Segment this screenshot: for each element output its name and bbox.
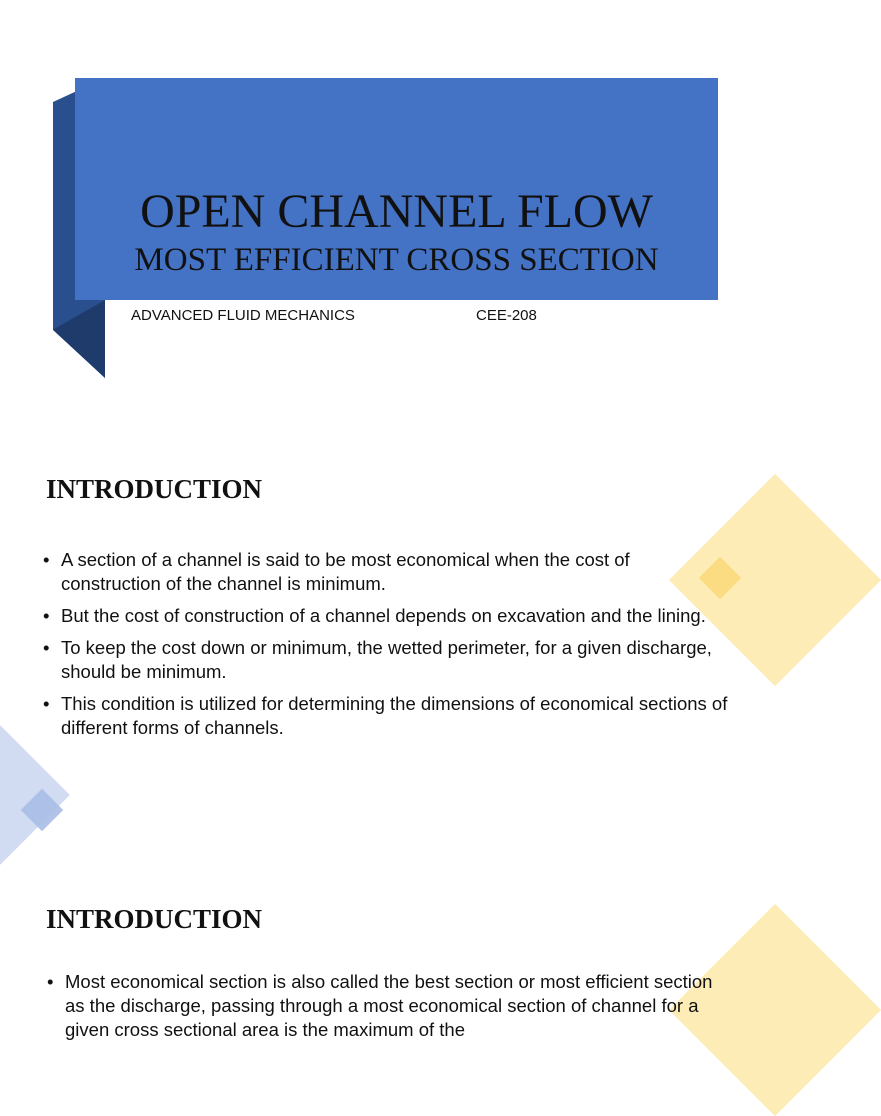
bullet-text: But the cost of construction of a channel depends on excavation and the lining. [61,605,706,626]
bullet-item [43,548,733,596]
bullet-icon: • [43,605,50,626]
bullet-text: This condition is utilized for determining the dimensions of economical sections of different forms of channels. [61,693,728,738]
intro-slide-2 [0,860,768,1040]
bullet-list [43,548,733,748]
bullet-icon: • [43,693,50,714]
section-heading: INTRODUCTION [46,474,263,504]
section-heading: INTRODUCTION [46,904,263,934]
intro-slide-1 [0,410,768,860]
bullet-item [43,604,733,628]
course-code: CEE-208 [476,307,537,324]
course-name: ADVANCED FLUID MECHANICS [131,307,355,324]
bullet-item [43,636,733,684]
bullet-icon: • [43,549,50,570]
bullet-list [47,970,737,1050]
bullet-text: Most economical section is also called the best section or most efficient section as the discharge, passing through a most economical section of channel for a given cross sectional area is the maximum of the [65,971,713,1040]
slide-title: OPEN CHANNEL FLOW [140,185,653,238]
bullet-icon: • [43,637,50,658]
bullet-icon: • [47,971,54,992]
title-slide [0,0,768,410]
bullet-item [43,692,733,740]
bullet-text: A section of a channel is said to be most economical when the cost of construction of the channel is minimum. [61,549,630,594]
slide-subtitle: MOST EFFICIENT CROSS SECTION [134,242,659,278]
bullet-text: To keep the cost down or minimum, the wetted perimeter, for a given discharge, should be minimum. [61,637,712,682]
bullet-item [47,970,737,1042]
